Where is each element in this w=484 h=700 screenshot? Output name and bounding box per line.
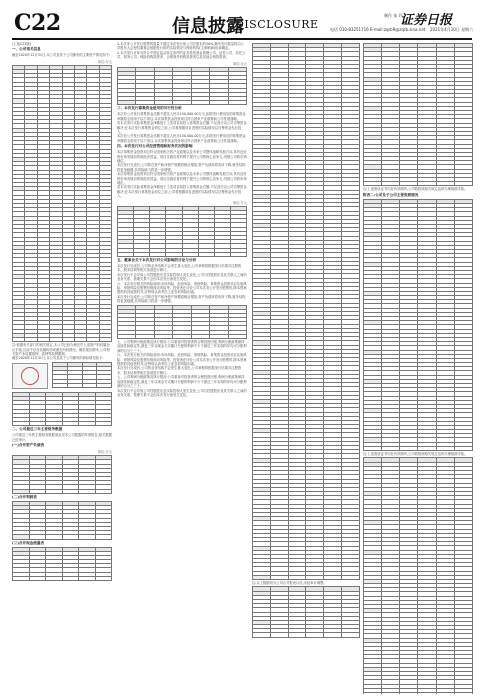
table-cell [62,489,79,493]
table-footnote: 注:上述资质证书均在有效期内,公司将按照相关规定及时办理续期手续。 [363,452,468,457]
paragraph: 本次募集资金投资项目符合国家相关的产业政策以及未来公司整体战略发展方向,具有良好的市场发展前景和经济效益。项目实施后将有利于提升公司的核心竞争力,巩固公司的市场地位。 [117,150,247,163]
continuation-note: (上接C21版) [12,42,31,46]
trademark-table [52,362,112,388]
table-cell [29,535,46,539]
paragraph: 本次发行完成后,公司的业务结构不会发生重大变化,公司章程将根据发行结果对注册资本、股本结构等相关条款进行修订。 [117,263,242,273]
table-cell [118,101,136,105]
table-cell [62,576,79,580]
table-row [13,576,112,580]
table-title: (二)合并利润表 [12,494,37,499]
cash-flow-table [12,547,112,582]
table-cell [29,576,46,580]
table-unit-note: 单位:万元 [97,450,112,455]
table-unit-note: 单位:万元 [97,59,112,64]
paragraph: 截至2020年12月31日,本公司及其子公司拥有的商标情况如下: [12,356,104,361]
table-row [13,338,112,342]
section-heading: 五、董事会关于本次发行对公司影响的讨论与分析 [117,257,197,262]
table-cell [270,633,288,637]
table-cell [37,338,49,342]
table-cell [13,535,30,539]
table-row [364,692,473,694]
table-cell [436,446,454,450]
balance-sheet-table [12,455,112,494]
table-cell [118,334,136,338]
table-cell [136,101,154,105]
table-cell [228,101,246,105]
table-cell [198,252,214,256]
table-cell [182,252,198,256]
table-cell [173,334,191,338]
paragraph: 七、公司利润分配政策及执行情况:公司重视对投资者的合理投资回报,利润分配政策保持连续性和稳定性,最近三年以现金方式累计分配的利润不少于最近三年实现的年均可分配利润的百分之三十。 [117,375,247,389]
table-cell [79,489,96,493]
table-cell [342,575,360,579]
paragraph: 本次发行完成后,公司的总资产和净资产规模将相应增加,资产负债率将有所下降,财务结构将更加稳健,抗风险能力将进一步增强。 [117,294,246,304]
section-heading: 二、公司最近三年主要财务数据 [12,427,63,432]
table-cell [253,633,271,637]
company-seal-image [12,363,48,389]
table-cell [50,338,62,342]
table-cell [382,446,400,450]
fund-use-table [117,206,247,257]
table-row [13,489,112,493]
date-line: 2021年4月10日 星期六 [430,27,474,32]
paragraph: 本次发行不会导致公司控股股东及实际控制人发生变化,公司与控股股东及其关联人之间的业务关系、管理关系不会因本次发行而发生变化。 [117,388,247,397]
table-row [53,383,112,387]
table-cell [25,338,37,342]
table-cell [230,252,246,256]
income-statement-table [12,501,112,540]
table-cell [95,422,112,426]
paragraph: 2.本次发行对象为符合中国证监会规定条件的证券投资基金管理公司、证券公司、信托公司、财务公司、保险机构投资者、合格境外机构投资者以及其他合格投资者。 [117,50,246,60]
table-cell [95,576,112,580]
table-cell [95,489,112,493]
table-cell [418,446,436,450]
table-cell [253,575,271,579]
paragraph: 本次非公开发行募集资金总额不超过人民币150,000.00万元,扣除发行费用后的募集资金净额将全部用于以下项目,本次募集资金投资项目符合国家产业政策和公司发展战略。 [117,112,246,121]
table-cell [136,334,154,338]
table-cell [53,383,68,387]
masthead [12,8,472,40]
column-2 [117,42,247,694]
table-cell [134,252,150,256]
editor-line: 制作 朱 玲 [384,13,403,18]
table-cell [13,576,30,580]
table-cell [79,576,96,580]
table-cell [228,334,246,338]
paragraph: 本次发行完成后,公司的业务结构不会发生重大变化,公司章程将根据发行结果对注册资本、股本结构等相关条款进行修订。 [117,366,242,375]
newspaper-logo: 证券日报 [399,13,452,28]
column-3 [252,42,360,694]
paragraph: 本次发行完成后,公司的总资产和净资产规模将相应增加,资产负债率将有所下降,财务结构将更加稳健,抗风险能力将进一步增强。 [117,163,246,172]
table-row [364,446,473,450]
table-cell [382,182,400,186]
table-cell [97,383,112,387]
table-cell [418,182,436,186]
page-number: C22 [14,10,61,36]
table-cell [95,535,112,539]
project-table [117,305,247,340]
issuance-table [117,67,247,106]
table-cell [364,182,382,186]
paragraph: 本次募集资金投资项目符合国家相关的产业政策以及未来公司整体战略发展方向,具有良好的市场发展前景和经济效益。项目实施后将有利于提升公司的核心竞争力,巩固公司的市场地位。 [117,172,247,185]
table-cell [46,535,63,539]
table-cell [306,575,324,579]
table-cell [210,101,228,105]
column-4 [363,42,473,694]
table-cell [400,182,418,186]
table-cell [191,101,209,105]
table-cell [382,692,400,694]
section-heading: 三、本次发行募集资金使用的可行性分析 [117,106,182,111]
table-cell [13,338,25,342]
table-footnote: 注:以上数据均为公司合并报表口径,未经审计调整。 [252,581,327,585]
section-title-en: DISCLOSURE [235,18,319,31]
asset-detail-table [252,43,360,580]
table-title: 附表二:公司及子公司主要资质情况 [363,192,419,197]
table-cell [29,422,46,426]
table-title: (三)合并现金流量表 [12,540,45,545]
paragraph: 1.本次非公开发行股票的数量不超过本次发行前公司总股本的30%,最终发行数量将由公司股东大会授权董事会根据发行时的实际情况与保荐机构(主承销商)协商确定。 [117,42,244,51]
section-heading: 四、本次发行对公司经营管理和财务状况的影响 [117,144,193,149]
table-row [253,575,360,579]
table-cell [46,422,63,426]
paragraph: 注:根据有关部门的相关规定,本公司已经办理完毕上述资产的权属登记手续,目前不存在权属纠纷或潜在纠纷情况。截至报告期末,公司相关资产未设置抵押、质押等权利限制。 [12,343,110,356]
table-row [364,182,473,186]
table-unit-note: 单位:万元 [232,200,247,205]
table-row [118,101,247,105]
table-footnote: 注:上述资质证书均在有效期内,公司将按照相关规定及时办理续期手续。 [363,187,468,192]
section-title: 信息披露 [172,16,244,37]
column-1 [12,42,112,694]
qualification-table [363,43,473,186]
table-cell [454,446,472,450]
table-cell [173,101,191,105]
qualification-table-2 [363,199,473,451]
table-cell [67,383,82,387]
table-cell [46,489,63,493]
table-cell [364,692,382,694]
table-cell [288,633,306,637]
paragraph: 若本次发行实际募集资金净额低于上述项目拟投入募集资金总额,不足部分由公司自筹资金解决;在本次发行募集资金到位之前,公司将根据项目进度的实际情况以自筹资金先行投入。 [117,185,247,199]
table-row [118,334,247,338]
table-cell [29,489,46,493]
table-cell [13,489,30,493]
table-cell [62,422,79,426]
table-cell [150,252,166,256]
table-cell [154,334,172,338]
table-cell [364,446,382,450]
table-cell [324,575,342,579]
table-cell [191,334,209,338]
section-heading: 一、公司相关信息 [12,47,41,52]
table-cell [214,252,230,256]
asset-detail-table-2 [252,586,360,637]
table-unit-note: 单位:万元 [232,61,247,66]
table-row [13,535,112,539]
table-cell [436,182,454,186]
paragraph: 截至2020年12月31日,本公司及其子公司拥有的主要资产情况如下: [12,53,111,58]
qualification-table-3 [363,457,473,694]
table-cell [74,338,86,342]
table-row [118,252,247,256]
table-cell [400,692,418,694]
asset-table [12,65,112,342]
table-cell [454,182,472,186]
paragraph: 七、公司利润分配政策及执行情况:公司重视对投资者的合理投资回报,利润分配政策保持连续性和稳定性,最近三年以现金方式累计分配的利润不少于最近三年实现的年均可分配利润的百分之三十。 [117,340,247,353]
table-cell [79,422,96,426]
table-cell [82,383,97,387]
table-cell [288,575,306,579]
paragraph: 公司最近三年的主要财务数据请参见本公司披露的年度报告,相关数据已经审计。 [12,433,112,442]
seal-area [12,361,112,391]
table-cell [454,692,472,694]
table-cell [62,535,79,539]
table-cell [79,535,96,539]
paragraph: 六、本次发行相关的风险说明:市场风险、经营风险、管理风险、募集资金投资项目实施风险、审批风险及股票价格波动风险等。投资者在评价公司本次非公开发行股票时,除本预案提供的其他资料外,应特别认真考虑上述各项风险因素。 [117,281,247,295]
table-cell [436,692,454,694]
table-cell [342,633,360,637]
table-cell [13,422,30,426]
table-row [13,422,112,426]
table-title: (一)合并资产负债表 [12,443,45,448]
paragraph: 若本次发行实际募集资金净额低于上述项目拟投入募集资金总额,不足部分由公司自筹资金解决;在本次发行募集资金到位之前,公司将根据项目进度的实际情况以自筹资金先行投入。 [117,121,247,134]
table-cell [400,446,418,450]
table-row [253,633,360,637]
table-cell [62,338,74,342]
table-cell [270,575,288,579]
table-cell [99,338,111,342]
trademark-detail-table [12,392,112,427]
paragraph: 本次非公开发行募集资金总额不超过人民币150,000.00万元,扣除发行费用后的募集资金净额将全部用于以下项目,本次募集资金投资项目符合国家产业政策和公司发展战略。 [117,134,246,143]
table-cell [46,576,63,580]
table-cell [154,101,172,105]
paragraph: 六、本次发行相关的风险说明:市场风险、经营风险、管理风险、募集资金投资项目实施风险、审批风险及股票价格波动风险等。投资者在评价公司本次非公开发行股票时,除本预案提供的其他资料外,应特别认真考虑上述各项风险因素。 [117,353,247,367]
table-cell [118,252,134,256]
contact-line: 电话 010-83251716 E-mail:zqrb9@zqrb.sina.net [330,27,426,32]
table-cell [210,334,228,338]
table-cell [87,338,99,342]
table-cell [166,252,182,256]
table-cell [306,633,324,637]
paragraph: 本次发行不会导致公司控股股东及实际控制人发生变化,公司与控股股东及其关联人之间的业务关系、管理关系不会因本次发行而发生变化。 [117,272,247,282]
table-cell [418,692,436,694]
table-cell [324,633,342,637]
